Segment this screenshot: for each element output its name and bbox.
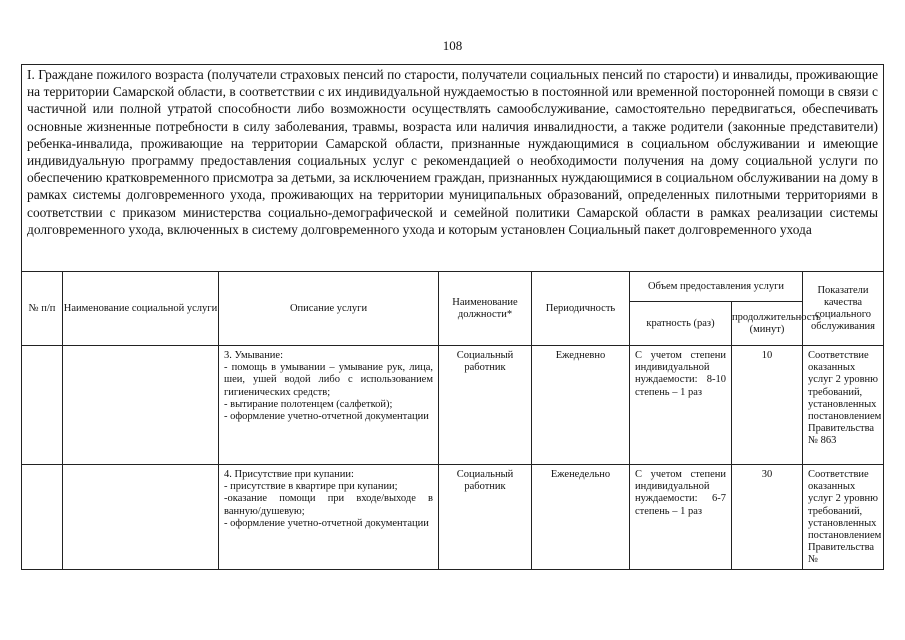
services-table: [21, 64, 884, 570]
header-volume: Объем предоставления услуги: [630, 272, 803, 302]
header-position: Наименование должности*: [439, 272, 532, 346]
category-description: I. Граждане пожилого возраста (получатели страховых пенсий по старости, получатели социальных пенсий по старости) и инвалиды, проживающие на территории Самарской области, в соответствии с их индивидуальной нуждаемостью в постоянной или временной посторонней помощи в связи с частичной или полной утратой способности либо возможности осуществлять самообслуживание, самостоятельно передвигаться, обеспечивать основные жизненные потребности в силу заболевания, травмы, возраста или наличия инвалидности, а также родители (законные представители) ребенка-инвалида, проживающие на территории Самарской области, признанные нуждающимися в социальном обслуживании и имеющие индивидуальную программу предоставления социальных услуг с рекомендацией о необходимости получения на дому социальной услуги по обеспечению кратковременного присмотра за детьми, за исключением граждан, признанных нуждающимися в социальном обслуживании на дому в рамках системы долговременного ухода, проживающих на территории муниципальных образований, определенных пилотными территориями в соответствии с приказом министерства социально-демографической и семейной политики Самарской области в рамках реализации системы долговременного ухода, включенных в систему долговременного ухода и которым установлен Социальный пакет долговременного ухода: [22, 65, 884, 272]
header-description: Описание услуги: [219, 272, 439, 346]
description-item: - оформление учетно-отчетной документации: [224, 411, 429, 423]
header-quality: Показатели качества социального обслуживания: [803, 272, 884, 346]
page-number: 108: [442, 38, 463, 53]
table-row: [22, 346, 884, 465]
row-quality: Соответствие оказанных услуг 2 уровню требований, установленных постановлением Правительства №: [803, 465, 884, 570]
description-title: 4. Присутствие при купании:: [224, 469, 354, 480]
header-frequency: кратность (раз): [630, 302, 732, 346]
table-row: [22, 465, 884, 570]
row-service-name: [63, 465, 219, 570]
intro-row: [22, 65, 884, 272]
description-item: - вытирание полотенцем (салфеткой);: [224, 398, 393, 410]
row-description: [219, 465, 439, 570]
row-frequency: С учетом степени индивидуальной нуждаемости: 6-7 степень – 1 раз: [630, 465, 732, 570]
description-item: - оформление учетно-отчетной документации: [224, 517, 429, 529]
header-service-name: Наименование социальной услуги: [63, 272, 219, 346]
description-item: - присутствие в квартире при купании;: [224, 481, 398, 493]
row-periodicity: Еженедельно: [532, 465, 630, 570]
description-item: - помощь в умывании – умывание рук, лица, шеи, ушей водой либо с использованием гигиенических средств;: [224, 362, 433, 398]
header-periodicity: Периодичность: [532, 272, 630, 346]
row-periodicity: Ежедневно: [532, 346, 630, 465]
row-duration: 10: [732, 346, 803, 465]
row-duration: 30: [732, 465, 803, 570]
header-row-1: [22, 272, 884, 302]
row-num: [22, 346, 63, 465]
row-description: [219, 346, 439, 465]
row-service-name: [63, 346, 219, 465]
row-num: [22, 465, 63, 570]
description-item: -оказание помощи при входе/выходе в ванную/душевую;: [224, 493, 433, 517]
description-title: 3. Умывание:: [224, 350, 284, 361]
header-num: № п/п: [22, 272, 63, 346]
header-duration: продолжительность (минут): [732, 302, 803, 346]
row-position: Социальный работник: [439, 465, 532, 570]
row-frequency: С учетом степени индивидуальной нуждаемости: 8-10 степень – 1 раз: [630, 346, 732, 465]
row-quality: Соответствие оказанных услуг 2 уровню требований, установленных постановлением Правительства № 863: [803, 346, 884, 465]
row-position: Социальный работник: [439, 346, 532, 465]
